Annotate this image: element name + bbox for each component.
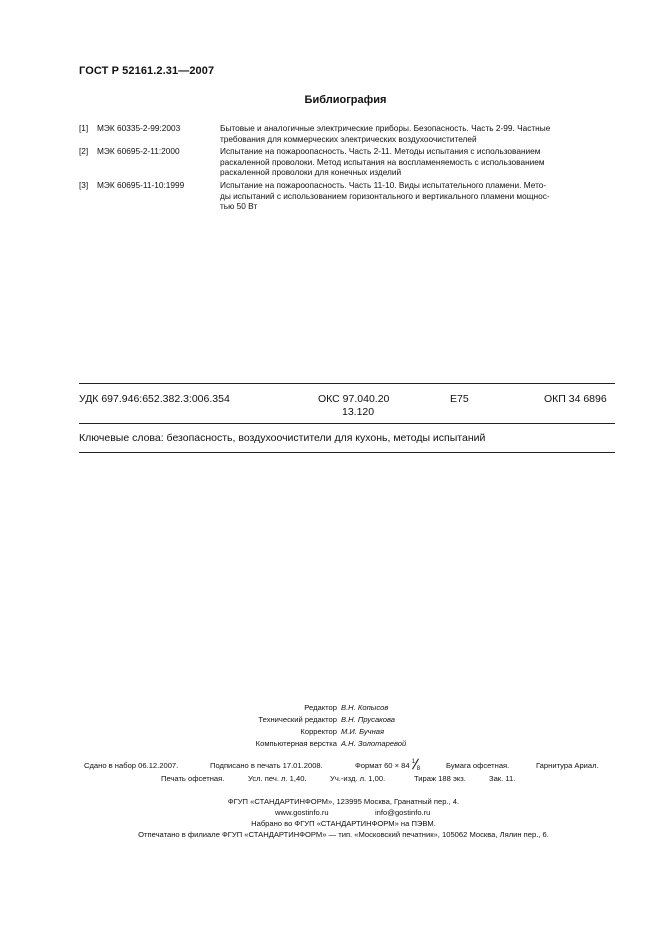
udk-code: УДК 697.946:652.382.3:006.354 — [79, 393, 230, 405]
description-line: тью 50 Вт — [220, 201, 258, 212]
editor-line — [0, 703, 660, 712]
description-line: Испытание на пожароопасность. Часть 11-10. Виды испытательного пламени. Мето- — [220, 180, 547, 190]
divider — [79, 423, 615, 424]
divider — [79, 383, 615, 384]
imprint-paper: Бумага офсетная. — [446, 761, 510, 770]
description-line: раскаленной проволоки для конечных изделий — [220, 167, 402, 178]
imprint-font: Гарнитура Ариал. — [536, 761, 599, 770]
item-description — [220, 180, 615, 212]
imprint-run: Тираж 188 экз. — [414, 774, 466, 783]
item-reference: МЭК 60695-2-11:2000 — [97, 146, 180, 156]
imprint-signed: Подписано в печать 17.01.2008. — [210, 761, 323, 770]
editor-role: Редактор — [304, 703, 337, 712]
divider — [79, 452, 615, 453]
editor-line — [0, 727, 660, 736]
imprint-format — [355, 760, 423, 771]
okp-code: ОКП 34 6896 — [544, 393, 607, 405]
publisher-site: www.gostinfo.ru — [275, 808, 329, 817]
imprint-submitted: Сдано в набор 06.12.2007. — [84, 761, 179, 770]
description-line: требования для коммерческих электрических воздухоочистителей — [220, 133, 477, 144]
item-number: [2] — [79, 146, 89, 156]
item-number: [1] — [79, 123, 89, 133]
bibliography-title: Библиография — [304, 94, 387, 106]
keywords: Ключевые слова: безопасность, воздухоочистители для кухонь, методы испытаний — [79, 432, 486, 444]
standard-number: ГОСТ Р 52161.2.31—2007 — [79, 65, 215, 77]
item-reference: МЭК 60335-2-99:2003 — [97, 123, 181, 133]
editor-line — [0, 715, 660, 724]
editor-role: Технический редактор — [258, 715, 337, 724]
group-code: Е75 — [450, 393, 469, 405]
imprint-sheets: Усл. печ. л. 1,40. — [248, 774, 307, 783]
item-number: [3] — [79, 180, 89, 190]
printed-note: Отпечатано в филиале ФГУП «СТАНДАРТИНФОРМ» — тип. «Московский печатник», 105062 Москва, Лялин пер., 6. — [138, 830, 549, 839]
item-description — [220, 146, 615, 178]
item-reference: МЭК 60695-11-10:1999 — [97, 180, 185, 190]
publisher-address: ФГУП «СТАНДАРТИНФОРМ», 123995 Москва, Гранатный пер., 4. — [227, 797, 460, 806]
editor-role: Компьютерная верстка — [255, 739, 337, 748]
format-fraction — [412, 760, 423, 770]
imprint-print: Печать офсетная. — [161, 774, 225, 783]
description-line: Испытание на пожароопасность. Часть 2-11. Методы испытания с использованием — [220, 146, 541, 156]
format-text: Формат 60 × 84 — [355, 761, 410, 770]
imprint-order: Зак. 11. — [489, 774, 516, 783]
description-line: Бытовые и аналогичные электрические приборы. Безопасность. Часть 2-99. Частные — [220, 123, 551, 133]
editor-name: В.Н. Прусакова — [341, 715, 395, 724]
publisher-email: info@gostinfo.ru — [375, 808, 431, 817]
description-line: раскаленной проволоки. Метод испытания на воспламеняемость с использованием — [220, 156, 545, 167]
fraction-denominator: 8 — [416, 766, 421, 772]
typeset-note: Набрано во ФГУП «СТАНДАРТИНФОРМ» на ПЭВМ. — [251, 819, 436, 828]
oks-code-1: ОКС 97.040.20 — [318, 393, 390, 405]
item-description — [220, 123, 615, 144]
editor-name: В.Н. Копысов — [341, 703, 389, 712]
editor-line — [0, 739, 660, 748]
editor-name: А.Н. Золотаревой — [341, 739, 407, 748]
description-line: ды испытаний с использованием горизонтального и вертикального пламени мощнос- — [220, 190, 550, 201]
editor-name: М.И. Бучная — [341, 727, 385, 736]
fraction-numerator: 1 — [411, 759, 416, 765]
oks-code-2: 13.120 — [342, 406, 375, 418]
imprint-pub-sheets: Уч.-изд. л. 1,00. — [330, 774, 386, 783]
editor-role: Корректор — [300, 727, 337, 736]
